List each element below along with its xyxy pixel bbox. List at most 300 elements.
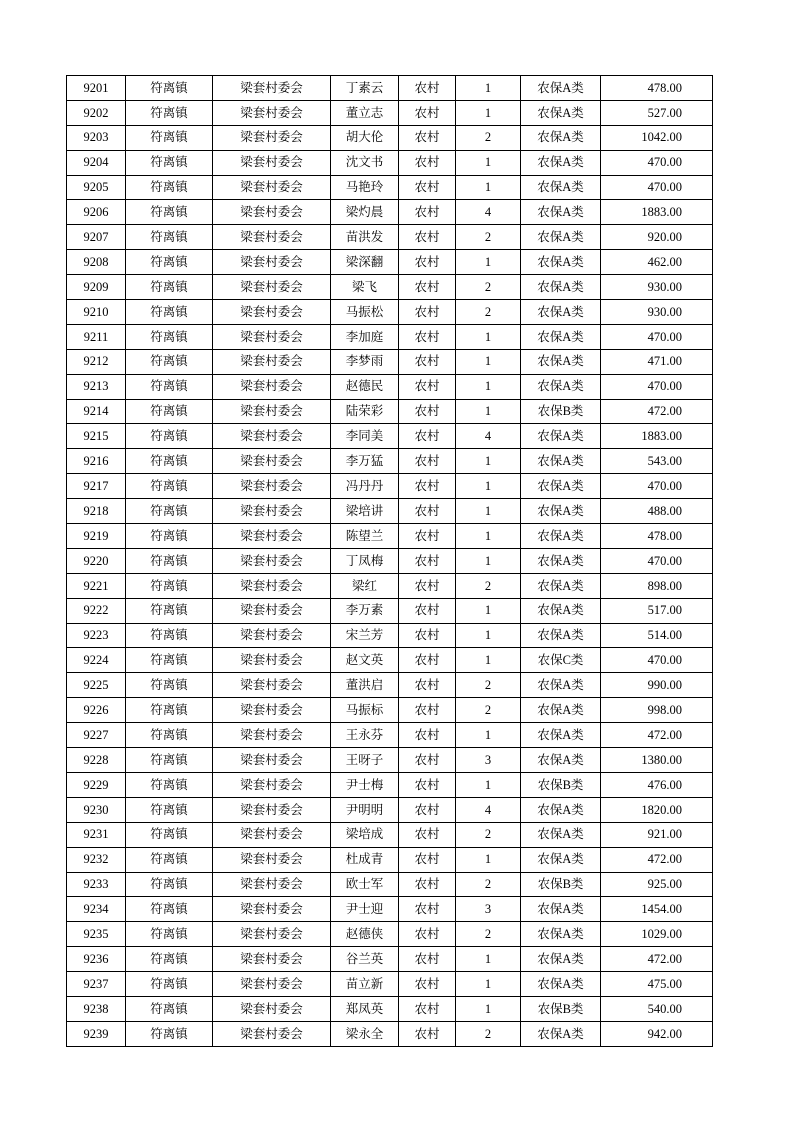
cell-town: 符离镇 xyxy=(126,897,213,922)
cell-count: 1 xyxy=(456,648,521,673)
cell-id: 9212 xyxy=(67,349,126,374)
cell-village: 梁套村委会 xyxy=(213,349,331,374)
cell-amount: 470.00 xyxy=(601,374,713,399)
cell-amount: 478.00 xyxy=(601,524,713,549)
cell-village: 梁套村委会 xyxy=(213,996,331,1021)
table-row xyxy=(67,623,713,648)
cell-type: 农保A类 xyxy=(521,573,601,598)
cell-village: 梁套村委会 xyxy=(213,947,331,972)
cell-type: 农保A类 xyxy=(521,847,601,872)
cell-category: 农村 xyxy=(399,623,456,648)
cell-count: 1 xyxy=(456,374,521,399)
cell-village: 梁套村委会 xyxy=(213,548,331,573)
cell-name: 董立志 xyxy=(331,100,399,125)
cell-type: 农保A类 xyxy=(521,548,601,573)
cell-amount: 471.00 xyxy=(601,349,713,374)
cell-amount: 475.00 xyxy=(601,972,713,997)
cell-id: 9211 xyxy=(67,324,126,349)
cell-village: 梁套村委会 xyxy=(213,100,331,125)
cell-count: 2 xyxy=(456,300,521,325)
cell-name: 冯丹丹 xyxy=(331,474,399,499)
cell-id: 9214 xyxy=(67,399,126,424)
cell-id: 9222 xyxy=(67,598,126,623)
cell-id: 9223 xyxy=(67,623,126,648)
cell-amount: 470.00 xyxy=(601,175,713,200)
cell-category: 农村 xyxy=(399,922,456,947)
cell-category: 农村 xyxy=(399,822,456,847)
cell-type: 农保B类 xyxy=(521,996,601,1021)
cell-id: 9215 xyxy=(67,424,126,449)
cell-id: 9227 xyxy=(67,723,126,748)
table-row xyxy=(67,723,713,748)
table-row xyxy=(67,399,713,424)
table-row xyxy=(67,474,713,499)
cell-town: 符离镇 xyxy=(126,996,213,1021)
cell-town: 符离镇 xyxy=(126,250,213,275)
cell-type: 农保A类 xyxy=(521,374,601,399)
cell-name: 李万素 xyxy=(331,598,399,623)
cell-name: 李同美 xyxy=(331,424,399,449)
cell-category: 农村 xyxy=(399,872,456,897)
cell-category: 农村 xyxy=(399,524,456,549)
cell-category: 农村 xyxy=(399,399,456,424)
cell-village: 梁套村委会 xyxy=(213,872,331,897)
cell-amount: 470.00 xyxy=(601,474,713,499)
cell-town: 符离镇 xyxy=(126,922,213,947)
cell-count: 2 xyxy=(456,1021,521,1046)
cell-count: 1 xyxy=(456,972,521,997)
cell-id: 9207 xyxy=(67,225,126,250)
cell-count: 2 xyxy=(456,573,521,598)
cell-count: 1 xyxy=(456,524,521,549)
cell-village: 梁套村委会 xyxy=(213,573,331,598)
cell-id: 9228 xyxy=(67,748,126,773)
cell-town: 符离镇 xyxy=(126,573,213,598)
cell-name: 丁素云 xyxy=(331,76,399,101)
cell-category: 农村 xyxy=(399,76,456,101)
cell-town: 符离镇 xyxy=(126,200,213,225)
table-row xyxy=(67,772,713,797)
cell-amount: 1042.00 xyxy=(601,125,713,150)
table-row xyxy=(67,1021,713,1046)
cell-amount: 488.00 xyxy=(601,499,713,524)
cell-category: 农村 xyxy=(399,723,456,748)
cell-town: 符离镇 xyxy=(126,374,213,399)
cell-amount: 517.00 xyxy=(601,598,713,623)
cell-count: 1 xyxy=(456,399,521,424)
cell-amount: 998.00 xyxy=(601,698,713,723)
cell-amount: 472.00 xyxy=(601,847,713,872)
table-row xyxy=(67,573,713,598)
cell-count: 1 xyxy=(456,598,521,623)
table-row xyxy=(67,250,713,275)
cell-name: 马振松 xyxy=(331,300,399,325)
cell-category: 农村 xyxy=(399,897,456,922)
cell-town: 符离镇 xyxy=(126,300,213,325)
cell-id: 9210 xyxy=(67,300,126,325)
cell-town: 符离镇 xyxy=(126,623,213,648)
cell-category: 农村 xyxy=(399,275,456,300)
cell-amount: 921.00 xyxy=(601,822,713,847)
cell-type: 农保A类 xyxy=(521,324,601,349)
cell-town: 符离镇 xyxy=(126,822,213,847)
cell-amount: 920.00 xyxy=(601,225,713,250)
cell-name: 李万猛 xyxy=(331,449,399,474)
cell-count: 1 xyxy=(456,324,521,349)
cell-category: 农村 xyxy=(399,499,456,524)
table-row xyxy=(67,872,713,897)
cell-id: 9201 xyxy=(67,76,126,101)
cell-name: 赵文英 xyxy=(331,648,399,673)
cell-count: 1 xyxy=(456,449,521,474)
cell-name: 苗立新 xyxy=(331,972,399,997)
cell-name: 陆荣彩 xyxy=(331,399,399,424)
cell-village: 梁套村委会 xyxy=(213,324,331,349)
cell-name: 李梦雨 xyxy=(331,349,399,374)
cell-count: 1 xyxy=(456,349,521,374)
table-row xyxy=(67,300,713,325)
cell-name: 王呀子 xyxy=(331,748,399,773)
table-row xyxy=(67,524,713,549)
cell-name: 胡大伦 xyxy=(331,125,399,150)
cell-town: 符离镇 xyxy=(126,648,213,673)
cell-name: 梁飞 xyxy=(331,275,399,300)
cell-category: 农村 xyxy=(399,648,456,673)
cell-count: 2 xyxy=(456,922,521,947)
cell-amount: 930.00 xyxy=(601,300,713,325)
cell-town: 符离镇 xyxy=(126,449,213,474)
cell-town: 符离镇 xyxy=(126,847,213,872)
cell-id: 9236 xyxy=(67,947,126,972)
table-row xyxy=(67,698,713,723)
cell-name: 梁深翻 xyxy=(331,250,399,275)
cell-amount: 942.00 xyxy=(601,1021,713,1046)
cell-type: 农保A类 xyxy=(521,175,601,200)
cell-count: 1 xyxy=(456,474,521,499)
cell-count: 4 xyxy=(456,200,521,225)
cell-amount: 1380.00 xyxy=(601,748,713,773)
cell-town: 符离镇 xyxy=(126,598,213,623)
cell-type: 农保A类 xyxy=(521,673,601,698)
cell-count: 1 xyxy=(456,175,521,200)
cell-category: 农村 xyxy=(399,424,456,449)
cell-category: 农村 xyxy=(399,972,456,997)
table-row xyxy=(67,175,713,200)
cell-id: 9202 xyxy=(67,100,126,125)
cell-id: 9234 xyxy=(67,897,126,922)
cell-id: 9232 xyxy=(67,847,126,872)
cell-amount: 1820.00 xyxy=(601,797,713,822)
cell-name: 马艳玲 xyxy=(331,175,399,200)
cell-name: 尹士迎 xyxy=(331,897,399,922)
cell-amount: 543.00 xyxy=(601,449,713,474)
cell-village: 梁套村委会 xyxy=(213,175,331,200)
cell-id: 9203 xyxy=(67,125,126,150)
cell-count: 2 xyxy=(456,673,521,698)
cell-village: 梁套村委会 xyxy=(213,399,331,424)
cell-type: 农保A类 xyxy=(521,748,601,773)
cell-village: 梁套村委会 xyxy=(213,150,331,175)
cell-type: 农保A类 xyxy=(521,474,601,499)
cell-amount: 472.00 xyxy=(601,399,713,424)
cell-count: 1 xyxy=(456,772,521,797)
cell-amount: 1454.00 xyxy=(601,897,713,922)
cell-id: 9226 xyxy=(67,698,126,723)
table-row xyxy=(67,947,713,972)
cell-amount: 470.00 xyxy=(601,548,713,573)
cell-category: 农村 xyxy=(399,300,456,325)
cell-village: 梁套村委会 xyxy=(213,922,331,947)
cell-type: 农保A类 xyxy=(521,723,601,748)
cell-town: 符离镇 xyxy=(126,399,213,424)
table-row xyxy=(67,748,713,773)
cell-village: 梁套村委会 xyxy=(213,623,331,648)
cell-count: 4 xyxy=(456,797,521,822)
cell-name: 李加庭 xyxy=(331,324,399,349)
cell-village: 梁套村委会 xyxy=(213,1021,331,1046)
cell-type: 农保A类 xyxy=(521,449,601,474)
cell-category: 农村 xyxy=(399,250,456,275)
cell-type: 农保B类 xyxy=(521,872,601,897)
cell-count: 1 xyxy=(456,847,521,872)
cell-amount: 1029.00 xyxy=(601,922,713,947)
cell-amount: 925.00 xyxy=(601,872,713,897)
cell-id: 9213 xyxy=(67,374,126,399)
table-row xyxy=(67,100,713,125)
cell-category: 农村 xyxy=(399,797,456,822)
cell-town: 符离镇 xyxy=(126,872,213,897)
cell-type: 农保A类 xyxy=(521,797,601,822)
cell-village: 梁套村委会 xyxy=(213,474,331,499)
cell-count: 2 xyxy=(456,125,521,150)
cell-category: 农村 xyxy=(399,125,456,150)
cell-village: 梁套村委会 xyxy=(213,524,331,549)
cell-count: 3 xyxy=(456,748,521,773)
cell-id: 9217 xyxy=(67,474,126,499)
cell-category: 农村 xyxy=(399,1021,456,1046)
cell-id: 9216 xyxy=(67,449,126,474)
cell-type: 农保A类 xyxy=(521,1021,601,1046)
cell-count: 1 xyxy=(456,150,521,175)
table-row xyxy=(67,150,713,175)
table-row xyxy=(67,673,713,698)
cell-count: 1 xyxy=(456,100,521,125)
cell-village: 梁套村委会 xyxy=(213,972,331,997)
cell-name: 赵德侠 xyxy=(331,922,399,947)
cell-town: 符离镇 xyxy=(126,499,213,524)
table-row xyxy=(67,349,713,374)
cell-type: 农保B类 xyxy=(521,772,601,797)
table-row xyxy=(67,225,713,250)
cell-village: 梁套村委会 xyxy=(213,275,331,300)
cell-name: 王永芬 xyxy=(331,723,399,748)
cell-count: 1 xyxy=(456,499,521,524)
cell-count: 3 xyxy=(456,897,521,922)
cell-amount: 472.00 xyxy=(601,947,713,972)
cell-category: 农村 xyxy=(399,225,456,250)
cell-village: 梁套村委会 xyxy=(213,897,331,922)
cell-village: 梁套村委会 xyxy=(213,772,331,797)
cell-name: 尹明明 xyxy=(331,797,399,822)
cell-amount: 930.00 xyxy=(601,275,713,300)
cell-id: 9225 xyxy=(67,673,126,698)
cell-count: 1 xyxy=(456,723,521,748)
cell-town: 符离镇 xyxy=(126,947,213,972)
cell-village: 梁套村委会 xyxy=(213,374,331,399)
benefits-table xyxy=(66,75,713,1047)
cell-type: 农保A类 xyxy=(521,100,601,125)
cell-count: 2 xyxy=(456,275,521,300)
cell-type: 农保A类 xyxy=(521,125,601,150)
cell-category: 农村 xyxy=(399,847,456,872)
cell-type: 农保B类 xyxy=(521,399,601,424)
cell-name: 苗洪发 xyxy=(331,225,399,250)
table-row xyxy=(67,324,713,349)
table-row xyxy=(67,822,713,847)
cell-type: 农保A类 xyxy=(521,623,601,648)
cell-amount: 990.00 xyxy=(601,673,713,698)
cell-village: 梁套村委会 xyxy=(213,300,331,325)
cell-village: 梁套村委会 xyxy=(213,797,331,822)
cell-town: 符离镇 xyxy=(126,748,213,773)
cell-type: 农保A类 xyxy=(521,922,601,947)
cell-name: 梁培讲 xyxy=(331,499,399,524)
table-row xyxy=(67,76,713,101)
cell-village: 梁套村委会 xyxy=(213,648,331,673)
cell-type: 农保A类 xyxy=(521,947,601,972)
cell-id: 9238 xyxy=(67,996,126,1021)
cell-category: 农村 xyxy=(399,449,456,474)
cell-village: 梁套村委会 xyxy=(213,449,331,474)
cell-village: 梁套村委会 xyxy=(213,723,331,748)
cell-village: 梁套村委会 xyxy=(213,748,331,773)
cell-type: 农保A类 xyxy=(521,349,601,374)
table-row xyxy=(67,548,713,573)
cell-name: 谷兰英 xyxy=(331,947,399,972)
cell-id: 9229 xyxy=(67,772,126,797)
cell-id: 9237 xyxy=(67,972,126,997)
cell-town: 符离镇 xyxy=(126,125,213,150)
cell-id: 9239 xyxy=(67,1021,126,1046)
cell-amount: 470.00 xyxy=(601,648,713,673)
cell-amount: 470.00 xyxy=(601,150,713,175)
cell-count: 2 xyxy=(456,822,521,847)
cell-count: 1 xyxy=(456,548,521,573)
cell-id: 9221 xyxy=(67,573,126,598)
table-row xyxy=(67,424,713,449)
cell-type: 农保C类 xyxy=(521,648,601,673)
cell-town: 符离镇 xyxy=(126,1021,213,1046)
cell-id: 9231 xyxy=(67,822,126,847)
cell-amount: 540.00 xyxy=(601,996,713,1021)
cell-town: 符离镇 xyxy=(126,150,213,175)
table-row xyxy=(67,996,713,1021)
cell-town: 符离镇 xyxy=(126,175,213,200)
cell-name: 杜成青 xyxy=(331,847,399,872)
cell-category: 农村 xyxy=(399,673,456,698)
cell-town: 符离镇 xyxy=(126,673,213,698)
cell-count: 1 xyxy=(456,996,521,1021)
cell-type: 农保A类 xyxy=(521,250,601,275)
cell-town: 符离镇 xyxy=(126,275,213,300)
cell-category: 农村 xyxy=(399,548,456,573)
table-row xyxy=(67,275,713,300)
cell-category: 农村 xyxy=(399,947,456,972)
cell-category: 农村 xyxy=(399,374,456,399)
cell-category: 农村 xyxy=(399,772,456,797)
cell-category: 农村 xyxy=(399,100,456,125)
cell-category: 农村 xyxy=(399,474,456,499)
cell-type: 农保A类 xyxy=(521,424,601,449)
cell-type: 农保A类 xyxy=(521,822,601,847)
cell-town: 符离镇 xyxy=(126,698,213,723)
cell-type: 农保A类 xyxy=(521,524,601,549)
cell-count: 2 xyxy=(456,872,521,897)
table-row xyxy=(67,797,713,822)
table-row xyxy=(67,449,713,474)
cell-village: 梁套村委会 xyxy=(213,673,331,698)
cell-village: 梁套村委会 xyxy=(213,200,331,225)
cell-category: 农村 xyxy=(399,996,456,1021)
cell-town: 符离镇 xyxy=(126,723,213,748)
cell-name: 宋兰芳 xyxy=(331,623,399,648)
cell-name: 梁培成 xyxy=(331,822,399,847)
cell-count: 1 xyxy=(456,76,521,101)
cell-category: 农村 xyxy=(399,175,456,200)
cell-town: 符离镇 xyxy=(126,524,213,549)
cell-id: 9204 xyxy=(67,150,126,175)
cell-count: 1 xyxy=(456,250,521,275)
cell-amount: 514.00 xyxy=(601,623,713,648)
cell-count: 1 xyxy=(456,623,521,648)
cell-id: 9209 xyxy=(67,275,126,300)
cell-name: 马振标 xyxy=(331,698,399,723)
cell-category: 农村 xyxy=(399,349,456,374)
cell-category: 农村 xyxy=(399,573,456,598)
cell-amount: 462.00 xyxy=(601,250,713,275)
cell-id: 9219 xyxy=(67,524,126,549)
table-body xyxy=(67,76,713,1047)
cell-id: 9205 xyxy=(67,175,126,200)
cell-name: 郑凤英 xyxy=(331,996,399,1021)
cell-name: 尹士梅 xyxy=(331,772,399,797)
cell-name: 欧士军 xyxy=(331,872,399,897)
cell-name: 董洪启 xyxy=(331,673,399,698)
cell-village: 梁套村委会 xyxy=(213,250,331,275)
cell-count: 2 xyxy=(456,698,521,723)
cell-town: 符离镇 xyxy=(126,772,213,797)
cell-type: 农保A类 xyxy=(521,150,601,175)
table-row xyxy=(67,897,713,922)
cell-town: 符离镇 xyxy=(126,972,213,997)
cell-village: 梁套村委会 xyxy=(213,698,331,723)
cell-category: 农村 xyxy=(399,598,456,623)
cell-type: 农保A类 xyxy=(521,200,601,225)
cell-name: 赵德民 xyxy=(331,374,399,399)
cell-village: 梁套村委会 xyxy=(213,424,331,449)
cell-name: 梁红 xyxy=(331,573,399,598)
cell-id: 9224 xyxy=(67,648,126,673)
cell-id: 9235 xyxy=(67,922,126,947)
table-row xyxy=(67,648,713,673)
cell-amount: 478.00 xyxy=(601,76,713,101)
cell-type: 农保A类 xyxy=(521,300,601,325)
cell-type: 农保A类 xyxy=(521,499,601,524)
cell-village: 梁套村委会 xyxy=(213,847,331,872)
cell-category: 农村 xyxy=(399,698,456,723)
cell-town: 符离镇 xyxy=(126,349,213,374)
cell-village: 梁套村委会 xyxy=(213,822,331,847)
